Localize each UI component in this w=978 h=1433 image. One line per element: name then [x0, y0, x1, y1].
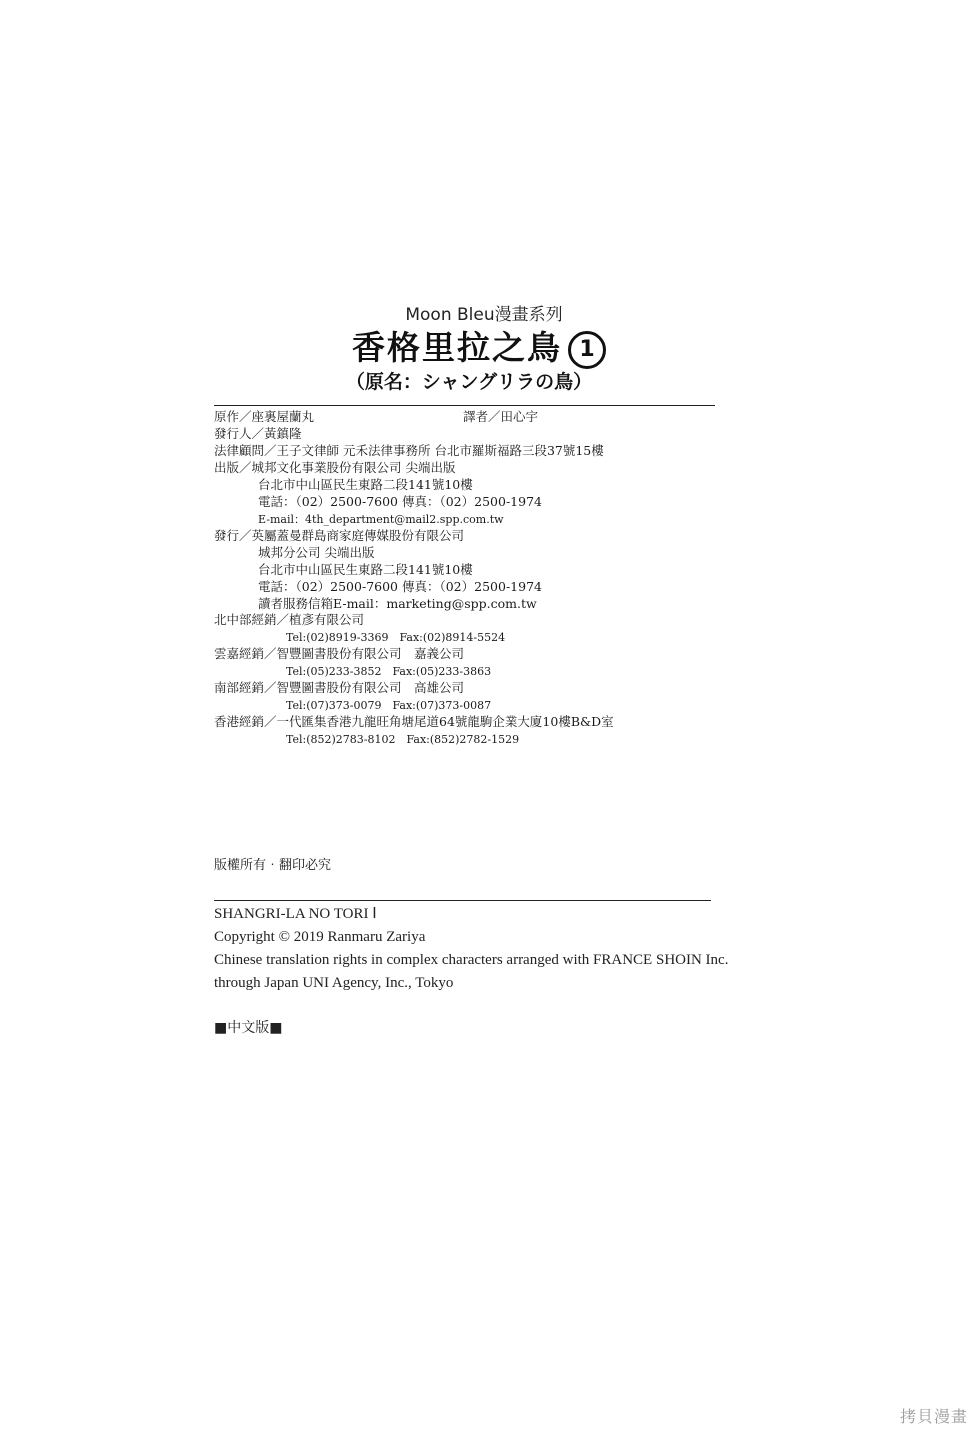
credit-legal: 法律顧問／王子文律師 元禾法律事務所 台北市羅斯福路三段37號15樓 [214, 443, 604, 458]
book-title [0, 322, 958, 369]
south-distributor: 南部經銷／智豐圖書股份有限公司 高雄公司 [214, 680, 465, 695]
distributor-phone: 電話：（02）2500-7600 傳真：（02）2500-1974 [258, 579, 542, 594]
series-name: Moon Bleu漫畫系列 [405, 305, 563, 325]
south-contact: Tel:(07)373-0079 Fax:(07)373-0087 [286, 699, 492, 712]
hk-distributor: 香港經銷／一代匯集香港九龍旺角塘尾道64號龍駒企業大廈10樓B&D室 [214, 714, 614, 729]
english-agency: through Japan UNI Agency, Inc., Tokyo [214, 975, 454, 991]
edition-label: ■中文版■ [214, 1020, 283, 1036]
credit-distributor: 發行／英屬蓋曼群島商家庭傳媒股份有限公司 [214, 528, 465, 543]
hk-contact: Tel:(852)2783-8102 Fax:(852)2782-1529 [286, 733, 520, 746]
book-title-text: 香格里拉之鳥 [352, 328, 562, 367]
north-contact: Tel:(02)8919-3369 Fax:(02)8914-5524 [286, 631, 506, 644]
bottom-divider [214, 900, 711, 901]
site-watermark: 拷貝漫畫 [899, 1407, 968, 1426]
north-distributor: 北中部經銷／植彥有限公司 [214, 612, 365, 627]
chiayi-contact: Tel:(05)233-3852 Fax:(05)233-3863 [286, 665, 492, 678]
credit-publisher-person: 發行人／黃鎮隆 [214, 426, 302, 441]
distributor-address: 台北市中山區民生東路二段141號10樓 [258, 562, 473, 577]
volume-number: 1 [568, 331, 606, 369]
english-title: SHANGRI-LA NO TORI Ⅰ [214, 906, 377, 922]
english-translation-rights: Chinese translation rights in complex characters arranged with FRANCE SHOIN Inc. [214, 952, 729, 968]
credit-publisher: 出版／城邦文化事業股份有限公司 尖端出版 [214, 460, 456, 475]
original-title: （原名：シャングリラの鳥） [345, 371, 593, 393]
rights-notice: 版權所有‧翻印必究 [214, 858, 332, 873]
publisher-phone: 電話：（02）2500-7600 傳真：（02）2500-1974 [258, 494, 542, 509]
reader-service-email: 讀者服務信箱E-mail：marketing@spp.com.tw [258, 596, 537, 611]
english-copyright: Copyright © 2019 Ranmaru Zariya [214, 929, 426, 945]
distributor-branch: 城邦分公司 尖端出版 [258, 545, 375, 560]
credit-translator: 譯者／田心宇 [463, 409, 539, 424]
credit-author: 原作／座裏屋蘭丸 [214, 409, 315, 424]
publisher-address: 台北市中山區民生東路二段141號10樓 [258, 477, 473, 492]
publisher-email: E-mail：4th_department@mail2.spp.com.tw [258, 513, 504, 526]
chiayi-distributor: 雲嘉經銷／智豐圖書股份有限公司 嘉義公司 [214, 646, 465, 661]
top-divider [214, 405, 715, 406]
